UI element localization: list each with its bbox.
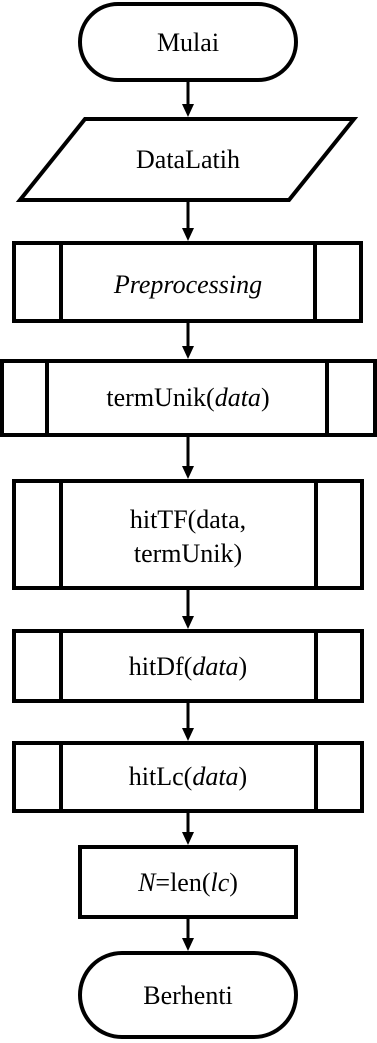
- connector-hitdf-hitlc: [182, 701, 194, 741]
- start-terminator: [80, 4, 296, 80]
- connector-hitlc-nlen: [182, 811, 194, 845]
- n-len-process: [80, 847, 296, 917]
- input-data-parallelogram: [20, 119, 354, 200]
- connector-nlen-end: [182, 917, 194, 951]
- hit-tf-process: [14, 481, 362, 588]
- end-label: Berhenti: [143, 981, 233, 1010]
- connector-hittf-hitdf: [182, 588, 194, 629]
- preprocessing-process: [14, 243, 361, 321]
- hit-tf-label-line1: hitTF(data,: [129, 505, 247, 534]
- end-terminator: [80, 953, 296, 1037]
- start-label: Mulai: [156, 28, 220, 57]
- preprocessing-label: Preprocessing: [113, 270, 263, 299]
- hit-lc-process: [14, 743, 362, 811]
- input-label: DataLatih: [136, 145, 240, 174]
- hit-tf-label-line2: termUnik): [133, 539, 243, 568]
- hit-df-process: [14, 631, 362, 701]
- n-len-label: N=len(lc): [138, 868, 238, 897]
- connector-start-input: [182, 80, 194, 117]
- hit-df-label: hitDf(data): [128, 652, 248, 681]
- hit-lc-label: hitLc(data): [128, 762, 248, 791]
- connector-preprocessing-termunik: [182, 321, 194, 359]
- term-unik-label: termUnik(data): [106, 383, 270, 412]
- term-unik-process: [2, 361, 375, 435]
- connector-input-preprocessing: [182, 200, 194, 241]
- connector-termunik-hittf: [182, 435, 194, 479]
